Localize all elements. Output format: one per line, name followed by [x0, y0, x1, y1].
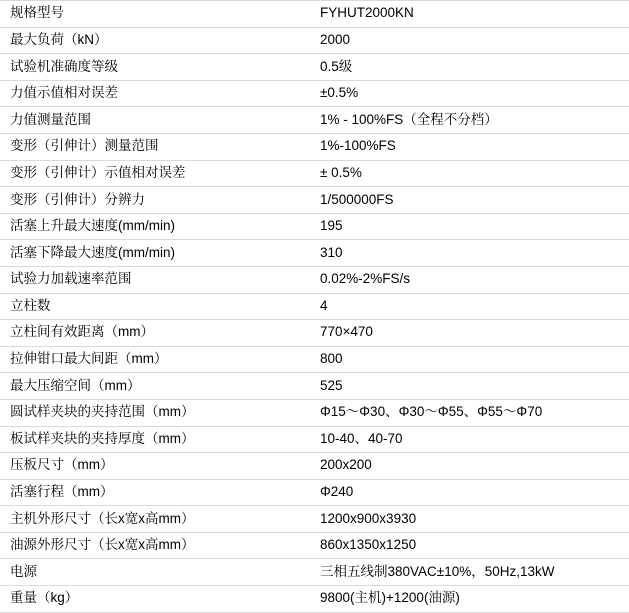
- parameter-value: 310: [310, 240, 629, 267]
- parameter-name: 主机外形尺寸（长x宽x高mm）: [0, 506, 310, 533]
- parameter-name: 板试样夹块的夹持厚度（mm）: [0, 426, 310, 453]
- table-row: [0, 187, 629, 214]
- parameter-value: ±0.5%: [310, 80, 629, 107]
- parameter-name: 压板尺寸（mm）: [0, 453, 310, 480]
- parameter-name: 试验力加载速率范围: [0, 266, 310, 293]
- parameter-value: 10-40、40-70: [310, 426, 629, 453]
- parameter-name: 最大负荷（kN）: [0, 27, 310, 54]
- parameter-name: 变形（引伸计）分辨力: [0, 187, 310, 214]
- parameter-name: 规格型号: [0, 1, 310, 28]
- parameter-value: FYHUT2000KN: [310, 1, 629, 28]
- parameter-value: Φ240: [310, 479, 629, 506]
- table-row: [0, 320, 629, 347]
- parameter-name: 活塞下降最大速度(mm/min): [0, 240, 310, 267]
- parameter-value: 0.02%-2%FS/s: [310, 266, 629, 293]
- parameter-value: 200x200: [310, 453, 629, 480]
- parameter-value: 2000: [310, 27, 629, 54]
- parameter-name: 变形（引伸计）测量范围: [0, 133, 310, 160]
- parameter-name: 试验机准确度等级: [0, 54, 310, 81]
- table-row: [0, 107, 629, 134]
- parameter-value: 1200x900x3930: [310, 506, 629, 533]
- table-row: [0, 293, 629, 320]
- parameter-name: 活塞行程（mm）: [0, 479, 310, 506]
- table-row: [0, 373, 629, 400]
- parameter-value: 0.5级: [310, 54, 629, 81]
- table-row: [0, 1, 629, 28]
- parameter-value: 770×470: [310, 320, 629, 347]
- parameter-name: 力值示值相对误差: [0, 80, 310, 107]
- parameter-value: 525: [310, 373, 629, 400]
- parameter-name: 活塞上升最大速度(mm/min): [0, 213, 310, 240]
- table-row: [0, 27, 629, 54]
- parameter-name: 拉伸钳口最大间距（mm）: [0, 346, 310, 373]
- table-row: [0, 213, 629, 240]
- table-row: [0, 506, 629, 533]
- table-row: [0, 559, 629, 586]
- table-row: [0, 240, 629, 267]
- parameter-value: 800: [310, 346, 629, 373]
- table-row: [0, 54, 629, 81]
- parameter-value: 9800(主机)+1200(油源): [310, 586, 629, 613]
- parameter-value: ± 0.5%: [310, 160, 629, 187]
- parameter-value: 4: [310, 293, 629, 320]
- table-row: [0, 346, 629, 373]
- table-row: [0, 586, 629, 613]
- table-row: [0, 266, 629, 293]
- parameter-value: Φ15～Φ30、Φ30～Φ55、Φ55～Φ70: [310, 399, 629, 426]
- parameter-name: 电源: [0, 559, 310, 586]
- parameter-value: 1/500000FS: [310, 187, 629, 214]
- parameter-name: 立柱间有效距离（mm）: [0, 320, 310, 347]
- parameter-value: 三相五线制380VAC±10%，50Hz,13kW: [310, 559, 629, 586]
- table-row: [0, 133, 629, 160]
- parameter-name: 重量（kg）: [0, 586, 310, 613]
- parameter-name: 最大压缩空间（mm）: [0, 373, 310, 400]
- parameter-name: 圆试样夹块的夹持范围（mm）: [0, 399, 310, 426]
- parameter-value: 860x1350x1250: [310, 532, 629, 559]
- table-row: [0, 426, 629, 453]
- parameter-value: 195: [310, 213, 629, 240]
- table-row: [0, 479, 629, 506]
- table-row: [0, 80, 629, 107]
- table-row: [0, 160, 629, 187]
- parameter-name: 力值测量范围: [0, 107, 310, 134]
- table-row: [0, 399, 629, 426]
- parameter-name: 立柱数: [0, 293, 310, 320]
- parameter-value: 1%-100%FS: [310, 133, 629, 160]
- table-row: [0, 453, 629, 480]
- parameter-value: 1% - 100%FS（全程不分档）: [310, 107, 629, 134]
- parameter-name: 变形（引伸计）示值相对误差: [0, 160, 310, 187]
- table-row: [0, 532, 629, 559]
- table-body: [0, 1, 629, 613]
- parameter-name: 油源外形尺寸（长x宽x高mm）: [0, 532, 310, 559]
